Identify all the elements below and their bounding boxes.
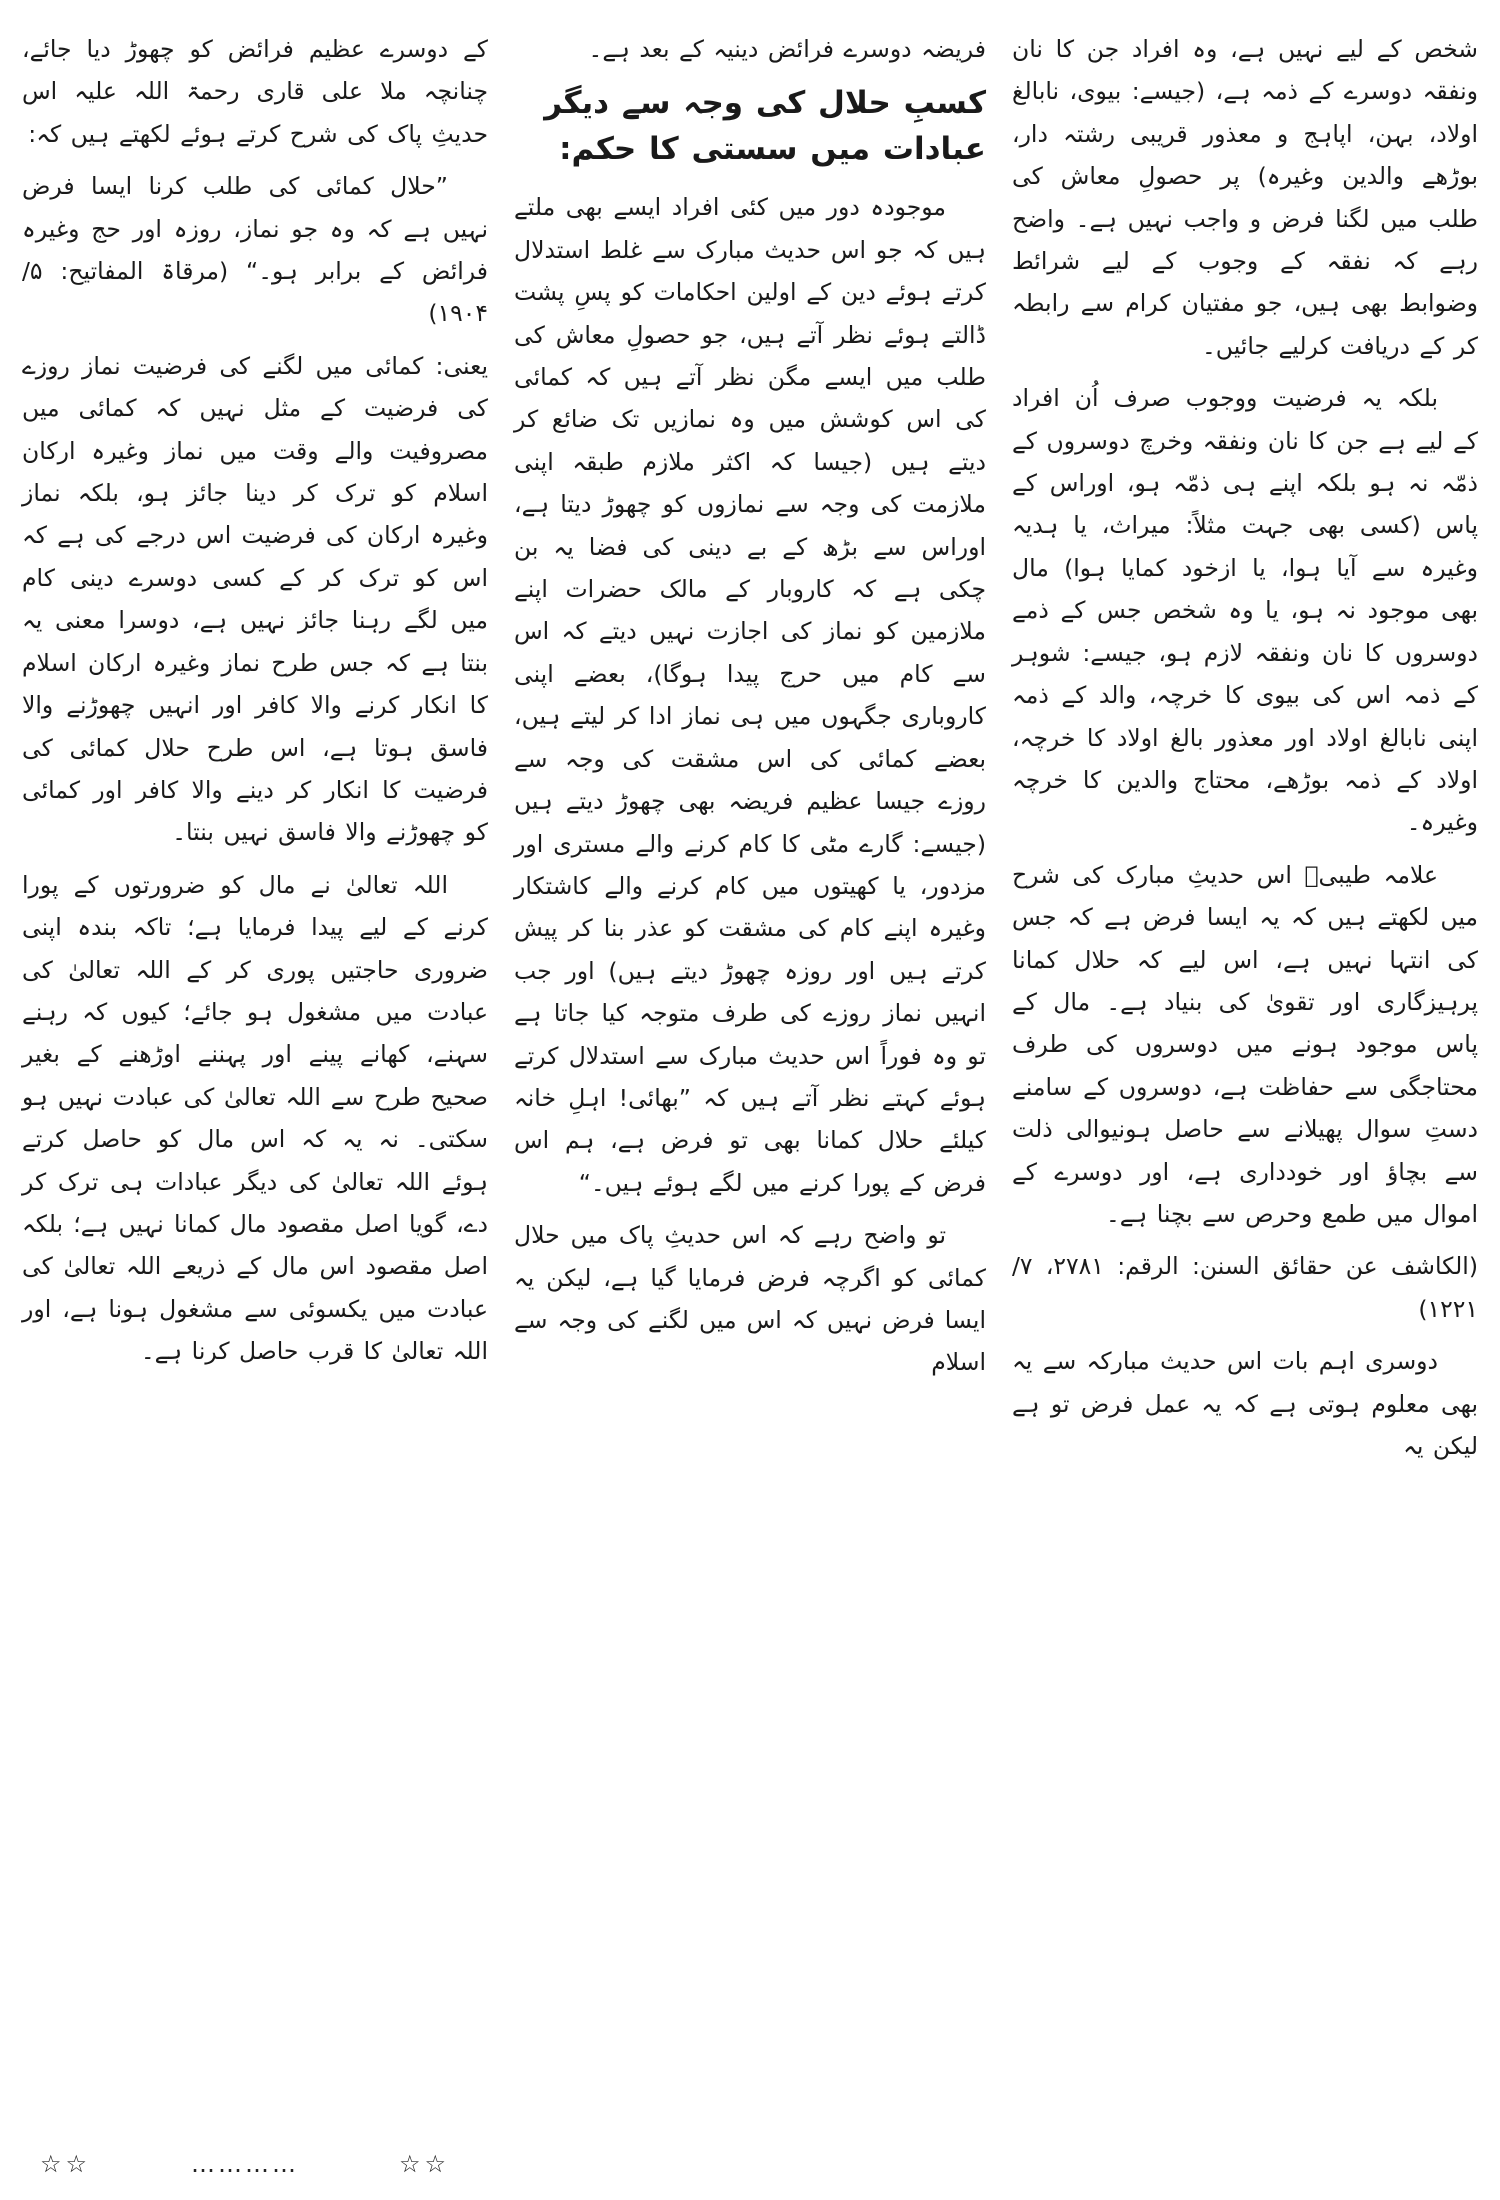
paragraph: فریضہ دوسرے فرائض دینیہ کے بعد ہے۔ — [588, 35, 986, 63]
paragraph: علامہ طیبیؒ اس حدیثِ مبارک کی شرح میں لکھتے ہیں کہ یہ ایسا فرض ہے کہ جس کی انتہا نہیں ہے، اس لیے کہ حلال کمانا پرہیزگاری اور تقویٰ کی بنیاد ہے۔ مال کے پاس موجود ہونے میں دوسروں کی طرف محتاجگی سے حفاظت ہے، دوسروں کے سامنے دستِ سوال پھیلانے سے حاصل ہونیوالی ذلت سے بچاؤ اور خودداری ہے، اور دوسرے کے اموال میں طمع وحرص سے بچنا ہے۔ — [1012, 860, 1478, 1228]
paragraph: تو واضح رہے کہ اس حدیثِ پاک میں حلال کمائی کو اگرچہ فرض فرمایا گیا ہے، لیکن یہ ایسا فرض نہیں کہ اس میں لگنے کی وجہ سے اسلام — [514, 1221, 986, 1377]
paragraph: یعنی: کمائی میں لگنے کی فرضیت نماز روزے کی فرضیت کے مثل نہیں کہ کمائی میں مصروفیت والے وقت میں نماز وغیرہ ارکان اسلام کو ترک کر دینا جائز ہو، بلکہ نماز وغیرہ ارکان کی فرضیت اس درجے کی ہے کہ اس کو ترک کر کے کسی دوسرے دینی کام میں لگے رہنا جائز نہیں ہے، دوسرا معنی یہ بنتا ہے کہ جس طرح نماز وغیرہ ارکان اسلام کا انکار کرنے والا کافر اور انہیں چھوڑنے والا فاسق ہوتا ہے، اس طرح حلال کمائی کی فرضیت کا انکار کر دینے والا کافر اور کمائی کو چھوڑنے والا فاسق نہیں بنتا۔ — [22, 351, 488, 847]
text-column-right — [1012, 28, 1478, 2200]
quotation: ”حلال کمائی کی طلب کرنا ایسا فرض نہیں ہے کہ وہ جو نماز، روزہ اور حج وغیرہ فرائض کے برابر ہو۔“ (مرقاۃ المفاتیح: ۵/ ۱۹۰۴) — [22, 172, 488, 328]
paragraph: اللہ تعالیٰ نے مال کو ضرورتوں کے پورا کرنے کے لیے پیدا فرمایا ہے؛ تاکہ بندہ اپنی ضروری حاجتیں پوری کر کے اللہ تعالیٰ کی عبادت میں مشغول ہو جائے؛ کیوں کہ رہنے سہنے، کھانے پینے اور پہننے اوڑھنے کے بغیر صحیح طرح سے اللہ تعالیٰ کی عبادت نہیں ہو سکتی۔ نہ یہ کہ اس مال کو حاصل کرتے ہوئے اللہ تعالیٰ کی دیگر عبادات ہی ترک کر دے، گویا اصل مقصود مال کمانا نہیں ہے؛ بلکہ اصل مقصود اس مال کے ذریعے اللہ تعالیٰ کی عبادت میں یکسوئی سے مشغول ہونا ہے، اور اللہ تعالیٰ کا قرب حاصل کرنا ہے۔ — [22, 870, 488, 1366]
paragraph: بلکہ یہ فرضیت ووجوب صرف اُن افراد کے لیے ہے جن کا نان ونفقہ وخرچ دوسروں کے ذمّہ نہ ہو بلکہ اپنے ہی ذمّہ ہو، اوراس کے پاس (کسی بھی جہت مثلاً: میراث، یا ہدیہ وغیرہ سے آیا ہوا، یا ازخود کمایا ہوا) مال بھی موجود نہ ہو، یا وہ شخص جس کے ذمے دوسروں کا نان ونفقہ لازم ہو، جیسے: شوہر کے ذمہ اس کی بیوی کا خرچہ، والد کے ذمہ اپنی نابالغ اولاد اور معذور بالغ اولاد کا خرچہ، اولاد کے ذمہ بوڑھے، محتاج والدین کا خرچہ وغیرہ۔ — [1012, 384, 1478, 837]
end-ornament — [40, 2150, 450, 2178]
paragraph: شخص کے لیے نہیں ہے، وہ افراد جن کا نان ونفقہ دوسرے کے ذمہ ہے، (جیسے: بیوی، نابالغ اولاد، بہن، اپاہج و معذور قریبی رشتہ دار، بوڑھے والدین وغیرہ) پر حصولِ معاش کی طلب میں لگنا فرض و واجب نہیں ہے۔ واضح رہے کہ نفقہ کے وجوب کے لیے شرائط وضوابط بھی ہیں، جو مفتیان کرام سے رابطہ کر کے دریافت کرلیے جائیں۔ — [1012, 35, 1478, 360]
paragraph: موجودہ دور میں کئی افراد ایسے بھی ملتے ہیں کہ جو اس حدیث مبارک سے غلط استدلال کرتے ہوئے دین کے اولین احکامات کو پسِ پشت ڈالتے ہوئے نظر آتے ہیں، جو حصولِ معاش کی طلب میں ایسے مگن نظر آتے ہیں کہ کمائی کی اس کوشش میں وہ نمازیں تک ضائع کر دیتے ہیں (جیسا کہ اکثر ملازم طبقہ اپنی ملازمت کی وجہ سے نمازوں کو چھوڑ دیتا ہے، اوراس سے بڑھ کے بے دینی کی فضا یہ بن چکی ہے کہ کاروبار کے مالک حضرات اپنے ملازمین کو نماز کی اجازت نہیں دیتے کہ اس سے کام میں حرج پیدا ہوگا)، بعضے اپنی کاروباری جگہوں میں ہی نماز ادا کر لیتے ہیں، بعضے کمائی کی اس مشقت کی وجہ سے روزے جیسا عظیم فریضہ بھی چھوڑ دیتے ہیں (جیسے: گارے مٹی کا کام کرنے والے مستری اور مزدور، یا کھیتوں میں کام کرنے والے کاشتکار وغیرہ اپنے کام کی مشقت کو عذر بنا کر پیش کرتے ہیں اور روزہ چھوڑ دیتے ہیں) اور جب انہیں نماز روزے کی طرف متوجہ کیا جاتا ہے تو وہ فوراً اس حدیث مبارک سے استدلال کرتے ہوئے کہتے نظر آتے ہیں کہ ”بھائی! اہلِ خانہ کیلئے حلال کمانا بھی تو فرض ہے، ہم اس فرض کے پورا کرنے میں لگے ہوئے ہیں۔“ — [514, 193, 986, 1197]
dotted-separator: ………… — [191, 2150, 299, 2178]
paragraph: کے دوسرے عظیم فرائض کو چھوڑ دیا جائے، چنانچہ ملا علی قاری رحمۃ اللہ علیہ اس حدیثِ پاک کی شرح کرتے ہوئے لکھتے ہیں کہ: — [22, 35, 488, 148]
text-column-middle — [514, 28, 986, 2200]
star-ornament-icon: ☆☆ — [398, 2150, 450, 2178]
section-heading: کسبِ حلال کی وجہ سے دیگر عبادات میں سستی کا حکم: — [544, 85, 986, 168]
text-column-left — [22, 28, 488, 2200]
citation: (الکاشف عن حقائق السنن: الرقم: ۲۷۸۱، ۷/ ۱۲۲۱) — [1012, 1252, 1478, 1323]
star-ornament-icon: ☆☆ — [40, 2150, 92, 2178]
paragraph: دوسری اہم بات اس حدیث مبارکہ سے یہ بھی معلوم ہوتی ہے کہ یہ عمل فرض تو ہے لیکن یہ — [1012, 1347, 1478, 1460]
